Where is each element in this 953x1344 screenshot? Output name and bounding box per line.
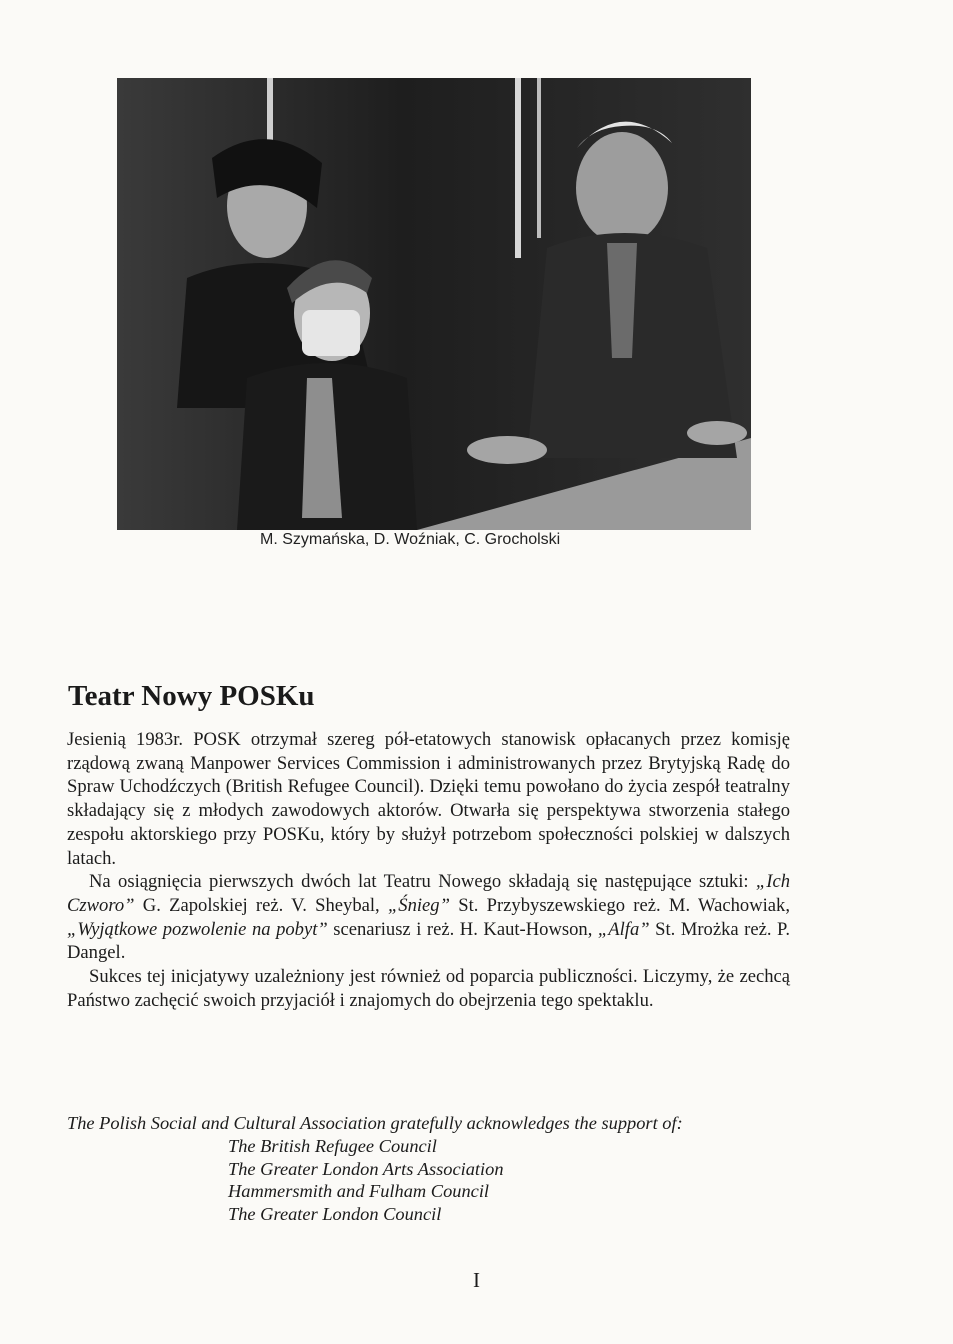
- page-number: I: [473, 1268, 480, 1292]
- article-paragraph: Jesienią 1983r. POSK otrzymał szereg pół-etatowych stanowisk opłacanych przez komisję rządową zwaną Manpower Services Commission i administrowanych przez Brytyjską Radę do Spraw Uchodźczych (British Refugee Council). Dzięki temu powołano do życia zespół teatralny składający się z młodych zawodowych aktorów. Otwarła się perspektywa stworzenia stałego zespołu aktorskiego przy POSKu, który by służył potrzebom społeczności polskiej w dalszych latach.: [67, 729, 790, 869]
- photo-caption: M. Szymańska, D. Woźniak, C. Grocholski: [260, 531, 561, 548]
- article-heading: Teatr Nowy POSKu: [68, 680, 315, 712]
- play-title: „Ich Czworo”: [67, 871, 790, 916]
- play-title: „Alfa”: [597, 918, 650, 940]
- achievements-paragraph: [67, 870, 790, 965]
- cast-photo: [117, 78, 751, 530]
- play-title: „Wyjątkowe pozwolenie na pobyt”: [67, 918, 328, 940]
- closing-paragraph: Sukces tej inicjatywy uzależniony jest również od poparcia publiczności. Liczymy, że zechcą Państwo zachęcić swoich przyjaciół i znajomych do obejrzenia tego spektaklu.: [67, 966, 790, 1011]
- cast-photo-image: [117, 78, 751, 530]
- acknowledgement-intro: The Polish Social and Cultural Association gratefully acknowledges the support of:: [67, 1113, 683, 1133]
- play-title: „Śnieg”: [387, 894, 450, 916]
- play-credit: St. Przybyszewskiego reż. M. Wachowiak,: [449, 894, 790, 916]
- article-body: [67, 728, 790, 1012]
- supporter-item: Hammersmith and Fulham Council: [228, 1181, 490, 1202]
- play-credit: scenariusz i reż. H. Kaut-Howson,: [327, 918, 598, 940]
- supporter-item: The British Refugee Council: [228, 1135, 437, 1156]
- supporter-list: [67, 1135, 683, 1226]
- play-credit: G. Zapolskiej reż. V. Sheybal,: [134, 894, 388, 916]
- acknowledgement-block: [67, 1112, 683, 1226]
- play-credit: St. Mrożka reż. P. Dangel.: [67, 918, 790, 964]
- supporter-item: The Greater London Council: [228, 1204, 442, 1225]
- achievements-intro: Na osiągnięcia pierwszych dwóch lat Teatru Nowego składają się następujące sztuki:: [89, 871, 756, 893]
- supporter-item: The Greater London Arts Association: [228, 1158, 504, 1179]
